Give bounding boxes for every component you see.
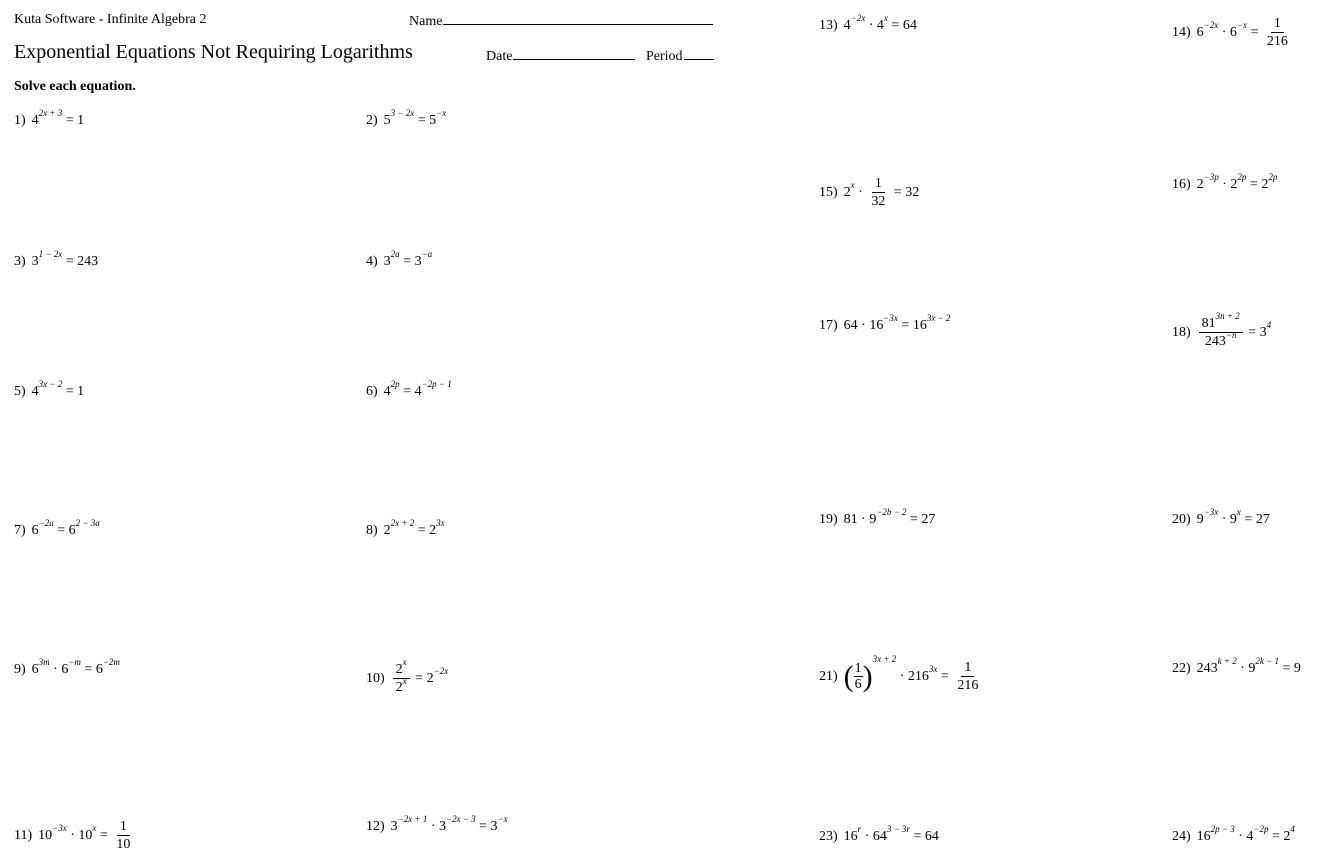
problem-14: 14) $6^{-2x} \cdot 6^{-x}$ = $\frac{1}{216}$ [1172, 16, 1288, 50]
problem-11: 11) $10^{-3x} \cdot 10^x$ = $\frac{1}{10}$ [14, 819, 131, 853]
problem-17: 17) $64 \cdot 16^{-3x} = 16^{3x - 2}$ [819, 313, 951, 333]
software-label: Kuta Software - Infinite Algebra 2 [14, 12, 207, 27]
name-blank[interactable] [443, 12, 713, 25]
problem-18: 18) $\frac{81^{3n + 2}}{243^{-n}}$ = $3^4$ [1172, 311, 1272, 350]
problem-8: 8) $2^{2x + 2} = 2^{3x}$ [366, 518, 445, 538]
problem-10: 10) $\frac{2^x}{2^x}$ = $2^{-2x}$ [366, 657, 449, 696]
problem-3: 3) $3^{1 - 2x} = 243$ [14, 249, 99, 269]
problem-23: 23) $16^r \cdot 64^{3 - 3r} = 64$ [819, 824, 939, 844]
problem-6: 6) $4^{2p} = 4^{-2p - 1}$ [366, 379, 452, 399]
problem-9: 9) $6^{3m} \cdot 6^{-m} = 6^{-2m}$ [14, 657, 120, 677]
problem-19: 19) $81 \cdot 9^{-2b - 2} = 27$ [819, 507, 936, 527]
problem-12: 12) $3^{-2x + 1} \cdot 3^{-2x - 3} = 3^{-x}$ [366, 814, 508, 834]
period-blank[interactable] [684, 47, 714, 60]
name-label: Name [409, 14, 443, 29]
date-label: Date [486, 49, 513, 64]
problem-22: 22) $243^{k + 2} \cdot 9^{2k - 1} = 9$ [1172, 656, 1301, 676]
period-field[interactable] [646, 47, 714, 65]
worksheet-title: Exponential Equations Not Requiring Logarithms [14, 41, 413, 63]
problem-5: 5) $4^{3x - 2} = 1$ [14, 379, 85, 399]
problem-4: 4) $3^{2a} = 3^{-a}$ [366, 249, 433, 269]
name-field[interactable] [409, 12, 713, 30]
date-field[interactable] [486, 47, 635, 65]
problem-20: 20) $9^{-3x} \cdot 9^x = 27$ [1172, 507, 1270, 527]
date-blank[interactable] [513, 47, 635, 60]
problem-1: 1) $4^{2x + 3} = 1$ [14, 108, 85, 128]
problem-16: 16) $2^{-3p} \cdot 2^{2p} = 2^{2p}$ [1172, 172, 1278, 192]
period-label: Period [646, 49, 683, 64]
problem-7: 7) $6^{-2a} = 6^{2 - 3a}$ [14, 518, 100, 538]
problem-24: 24) $16^{2p - 3} \cdot 4^{-2p} = 2^4$ [1172, 824, 1295, 844]
problem-21: 21) ( $\frac{1}{6}$ )$^{3x + 2} \cdot 216^{3x}$ = $\frac{1}{216}$ [819, 654, 979, 694]
instructions: Solve each equation. [14, 79, 136, 94]
problem-2: 2) $5^{3 - 2x} = 5^{-x}$ [366, 108, 447, 128]
problem-13: 13) $4^{-2x} \cdot 4^x = 64$ [819, 13, 917, 33]
problem-15: 15) $2^x$ · $\frac{1}{32}$ = 32 [819, 176, 920, 210]
